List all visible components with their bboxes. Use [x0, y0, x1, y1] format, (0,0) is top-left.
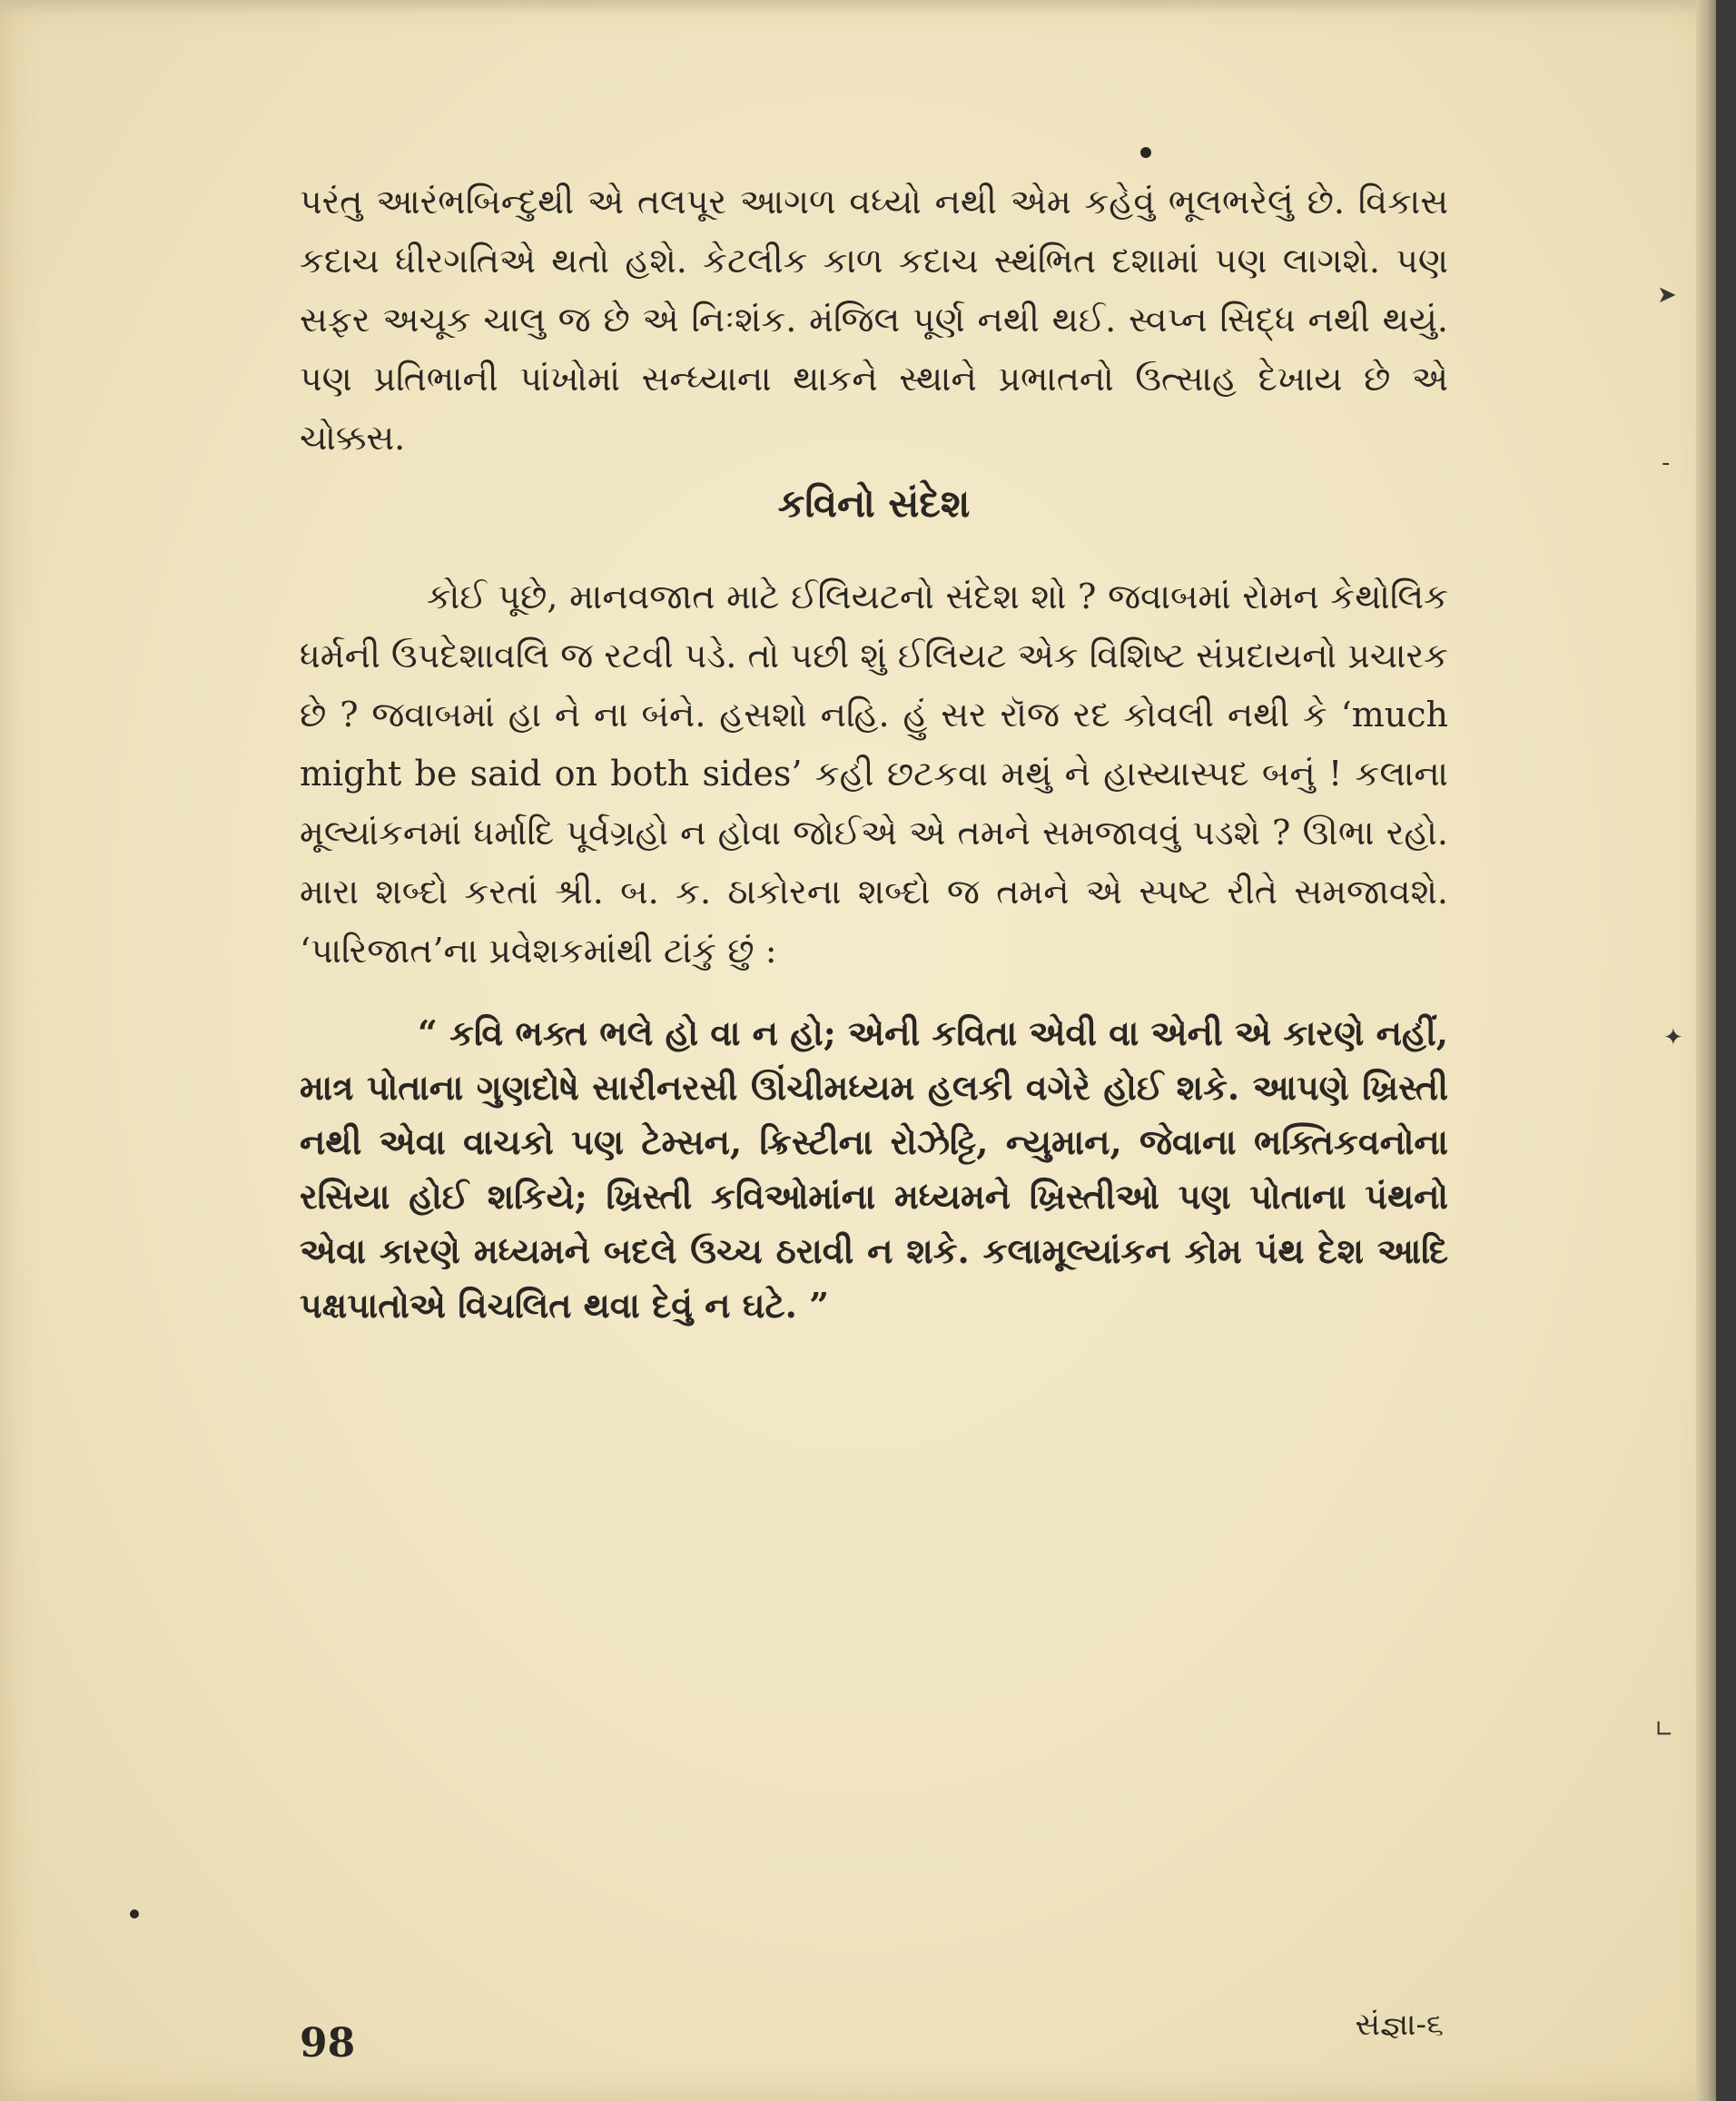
ink-dot	[1140, 147, 1151, 158]
block-quote: “ કવિ ભક્ત ભલે હો વા ન હો; એની કવિતા એવી વા એની એ કારણે નહીં, માત્ર પોતાના ગુણદોષે સારીનરસી ઊંચીમધ્યમ હલકી વગેરે હોઈ શકે. આપણે ખ્રિસ્તી નથી એવા વાચકો પણ ટેમ્સન, ક્રિસ્ટીના રોઝેટ્ટિ, ન્યુમાન, જેવાના ભક્તિકવનોના રસિયા હોઈ શકિયે; ખ્રિસ્તી કવિઓમાંના મધ્યમને ખ્રિસ્તીઓ પણ પોતાના પંથનો એવા કારણે મધ્યમને બદલે ઉચ્ચ ઠરાવી ન શકે. કલામૂલ્યાંકન કોમ પંથ દેશ આદિ પક્ષપાતોએ વિચલિત થવા દેવું ન ઘટે. ”	[300, 1012, 1448, 1326]
intro-paragraph: પરંતુ આરંભબિન્દુથી એ તલપૂર આગળ વધ્યો નથી એમ કહેવું ભૂલભરેલું છે. વિકાસ કદાચ ધીરગતિએ થતો હશે. કેટલીક કાળ કદાચ સ્થંભિત દશામાં પણ લાગશે. પણ સફર અચૂક ચાલુ જ છે એ નિઃશંક. મંજિલ પૂર્ણ નથી થઈ. સ્વપ્ન સિદ્ધ નથી થયું. પણ પ્રતિભાની પાંખોમાં સન્ધ્યાના થાકને સ્થાને પ્રભાતનો ઉત્સાહ દેખાય છે એ ચોક્કસ.	[300, 182, 1448, 458]
page-top-edge	[0, 0, 1716, 13]
ink-dot	[130, 1909, 139, 1919]
journal-footer: સંજ્ઞા-૬	[1355, 2007, 1444, 2043]
margin-mark: ∟	[1654, 1716, 1674, 1743]
margin-mark: ➤	[1657, 281, 1677, 309]
page-right-edge	[1696, 0, 1716, 2101]
margin-mark: -	[1662, 449, 1671, 477]
section-heading: કવિનો સંદેશ	[777, 481, 971, 526]
body-paragraph: કોઈ પૂછે, માનવજાત માટે ઈલિયટનો સંદેશ શો ? જવાબમાં રોમન કેથોલિક ધર્મની ઉપદેશાવલિ જ રટવી પડે. તો પછી શું ઈલિયટ એક વિશિષ્ટ સંપ્રદાયનો પ્રચારક છે ? જવાબમાં હા ને ના બંને. હસશો નહિ. હું સર રૉજ રદ કોવલી નથી કે ‘much might be said on both sides’ કહી છટકવા મથું ને હાસ્યાસ્પદ બનું ! કલાના મૂલ્યાંકનમાં ધર્માદિ પૂર્વગ્રહો ન હોવા જોઈએ એ તમને સમજાવવું પડશે ? ઊભા રહો. મારા શબ્દો કરતાં શ્રી. બ. ક. ઠાકોરના શબ્દો જ તમને એ સ્પષ્ટ રીતે સમજાવશે. ‘પારિજાત’ના પ્રવેશકમાંથી ટાંકું છું :	[300, 577, 1448, 971]
margin-mark: ✦	[1663, 1024, 1683, 1051]
page-number: 98	[300, 2020, 356, 2066]
